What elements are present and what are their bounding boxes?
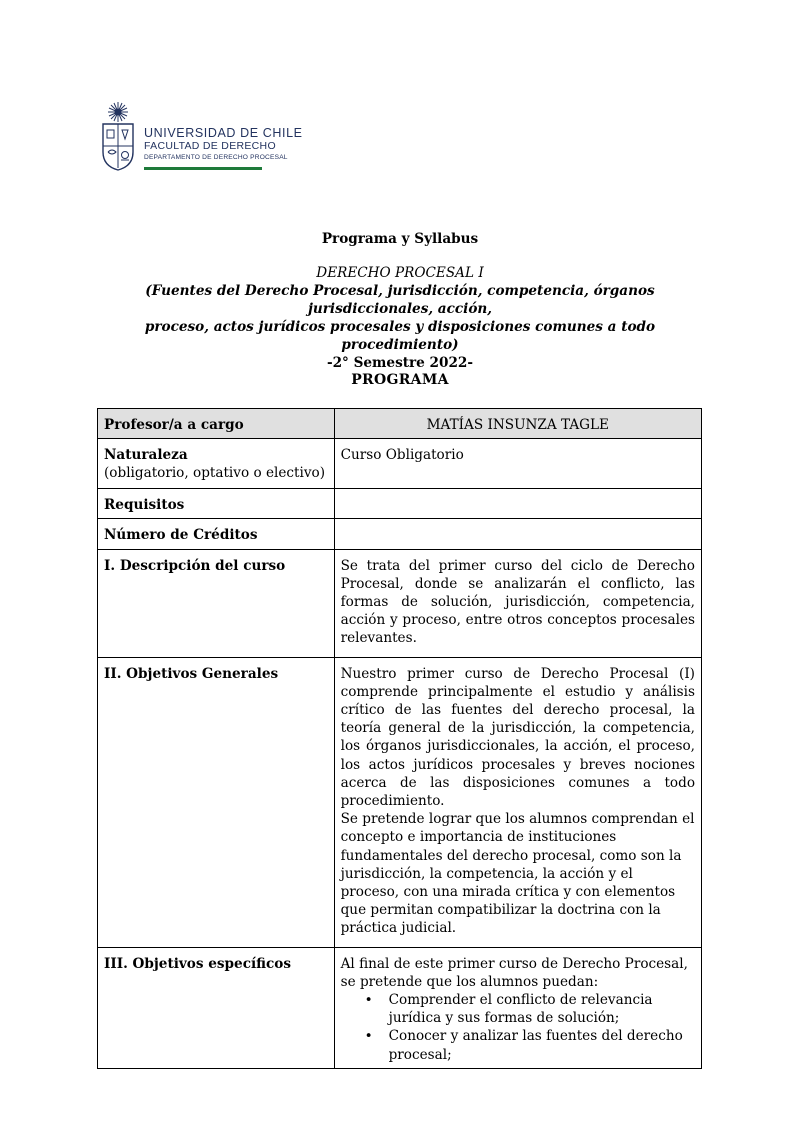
list-item: • Conocer y analizar las fuentes del derecho procesal; — [379, 1027, 695, 1063]
table-row — [98, 549, 702, 657]
general-objectives-cell — [334, 657, 701, 947]
table-row — [98, 409, 702, 439]
requirements-label: Requisitos — [98, 489, 335, 519]
specific-objectives-label: III. Objetivos específicos — [98, 947, 335, 1068]
page-title: Programa y Syllabus — [321, 231, 479, 247]
logo-faculty: FACULTAD DE DERECHO — [144, 140, 276, 152]
general-objectives-p2: Se pretende lograr que los alumnos comprendan el concepto e importancia de instituciones fundamentales del derecho procesal, como son la jurisdicción, la competencia, la acción y el proceso, con una mirada crítica y con elementos que permitan compatibilizar la doctrina con la práctica judicial. — [340, 811, 695, 937]
general-objectives-p1: Nuestro primer curso de Derecho Procesal (I) comprende principalmente el estudio y análisis crítico de las fuentes del derecho procesal, la teoría general de la jurisdicción, la competencia, los órganos jurisdiccionales, la acción, el proceso, los actos jurídicos procesales y breves nociones acerca de las disposiciones comunes a todo procedimiento. — [340, 665, 695, 810]
nature-label: Naturaleza — [104, 447, 188, 464]
table-row — [98, 657, 702, 947]
table-row — [98, 519, 702, 549]
credits-label: Número de Créditos — [98, 519, 335, 549]
specific-objectives-cell — [334, 947, 701, 1068]
program-table — [97, 408, 702, 1069]
university-logo — [98, 100, 303, 176]
specific-objectives-list — [341, 991, 695, 1064]
logo-underline — [144, 167, 262, 170]
logo-university: UNIVERSIDAD DE CHILE — [144, 126, 303, 140]
table-row — [98, 489, 702, 519]
course-subtitle-line2: proceso, actos jurídicos procesales y disposiciones comunes a todo procedimiento) — [144, 319, 656, 353]
general-objectives-label: II. Objetivos Generales — [98, 657, 335, 947]
course-name: DERECHO PROCESAL I — [316, 265, 484, 281]
list-item: • Comprender el conflicto de relevancia jurídica y sus formas de solución; — [379, 991, 695, 1027]
description-value: Se trata del primer curso del ciclo de Derecho Procesal, donde se analizarán el conflicto, las formas de solución, jurisdicción, competencia, acción y proceso, entre otros conceptos procesales relevantes. — [334, 549, 701, 657]
semester: -2° Semestre 2022- — [326, 355, 474, 371]
university-crest-icon — [98, 100, 142, 174]
table-row — [98, 947, 702, 1068]
course-subtitle-line1: (Fuentes del Derecho Procesal, jurisdicción, competencia, órganos jurisdiccionales, acción, — [145, 283, 655, 317]
professor-value: MATÍAS INSUNZA TAGLE — [334, 409, 701, 439]
section-heading: PROGRAMA — [351, 372, 449, 388]
logo-department: DEPARTAMENTO DE DERECHO PROCESAL — [144, 154, 288, 161]
credits-value — [334, 519, 701, 549]
table-row — [98, 439, 702, 489]
specific-objectives-intro: Al final de este primer curso de Derecho Procesal, se pretende que los alumnos puedan: — [340, 955, 688, 990]
description-label: I. Descripción del curso — [98, 549, 335, 657]
nature-cell — [98, 439, 335, 489]
requirements-value — [334, 489, 701, 519]
nature-hint: (obligatorio, optativo o electivo) — [104, 465, 325, 482]
nature-value: Curso Obligatorio — [334, 439, 701, 489]
professor-label: Profesor/a a cargo — [98, 409, 335, 439]
title-block — [90, 230, 710, 372]
